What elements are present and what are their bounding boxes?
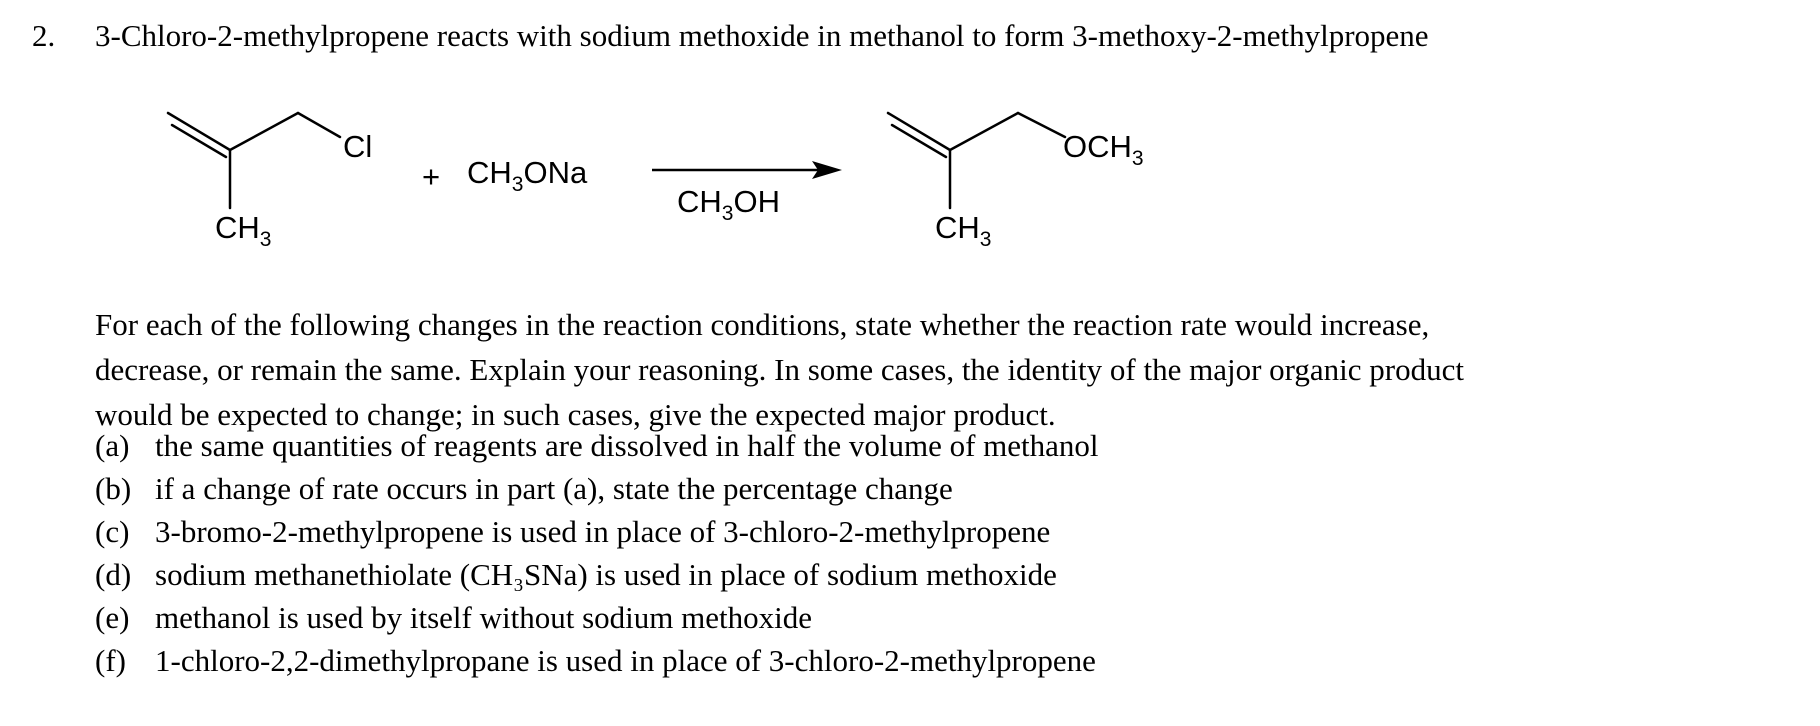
product-bond-to-ch2 (950, 113, 1018, 150)
instructions-paragraph (95, 302, 1810, 437)
reactant-bond-to-cl (298, 113, 340, 137)
reactant-double-bond-inner (172, 125, 226, 157)
reactant-chlorine-label: Cl (343, 129, 373, 164)
reactant-methyl-label: $CH_3$ (215, 210, 272, 251)
item-text: sodium methanethiolate (CH₃SNa) is used in place of sodium methoxide (155, 557, 1057, 592)
item-text: 3-bromo-2-methylpropene is used in place of 3-chloro-2-methylpropene (155, 514, 1051, 549)
product-bond-to-oxygen (1018, 113, 1065, 137)
product-structure (888, 113, 1065, 208)
item-text: 1-chloro-2,2-dimethylpropane is used in place of 3-chloro-2-methylpropene (155, 643, 1096, 678)
item-text: methanol is used by itself without sodium methoxide (155, 600, 812, 635)
product-double-bond-inner (892, 125, 946, 157)
item-label: (e) (95, 600, 130, 635)
product-methyl-label: $CH_3$ (935, 210, 992, 251)
solvent-label: $CH_3OH$ (677, 184, 780, 225)
product-methoxy-label: $OCH_3$ (1063, 129, 1144, 170)
reaction-scheme (0, 95, 1820, 265)
instructions-line: For each of the following changes in the reaction conditions, state whether the reaction rate would increase, (95, 307, 1430, 342)
instructions-line: would be expected to change; in such cases, give the expected major product. (95, 397, 1056, 432)
item-text: the same quantities of reagents are dissolved in half the volume of methanol (155, 428, 1099, 463)
reaction-arrow (652, 161, 842, 179)
item-label: (b) (95, 471, 132, 506)
item-text: if a change of rate occurs in part (a), state the percentage change (155, 471, 953, 506)
reagent-label: $CH_3ONa$ (467, 155, 588, 196)
instructions-line: decrease, or remain the same. Explain your reasoning. In some cases, the identity of the major organic product (95, 352, 1464, 387)
reactant-structure (168, 113, 340, 208)
product-double-bond-outer (888, 113, 950, 150)
item-label: (c) (95, 514, 130, 549)
item-label: (f) (95, 643, 126, 678)
question-number: 2. (32, 18, 56, 53)
reactant-double-bond-outer (168, 113, 230, 150)
item-label: (d) (95, 557, 132, 592)
plus-sign: + (422, 159, 441, 194)
question-title: 3-Chloro-2-methylpropene reacts with sodium methoxide in methanol to form 3-methoxy-2-methylpropene (95, 18, 1429, 53)
item-label: (a) (95, 428, 130, 463)
reactant-bond-to-ch2 (230, 113, 298, 150)
